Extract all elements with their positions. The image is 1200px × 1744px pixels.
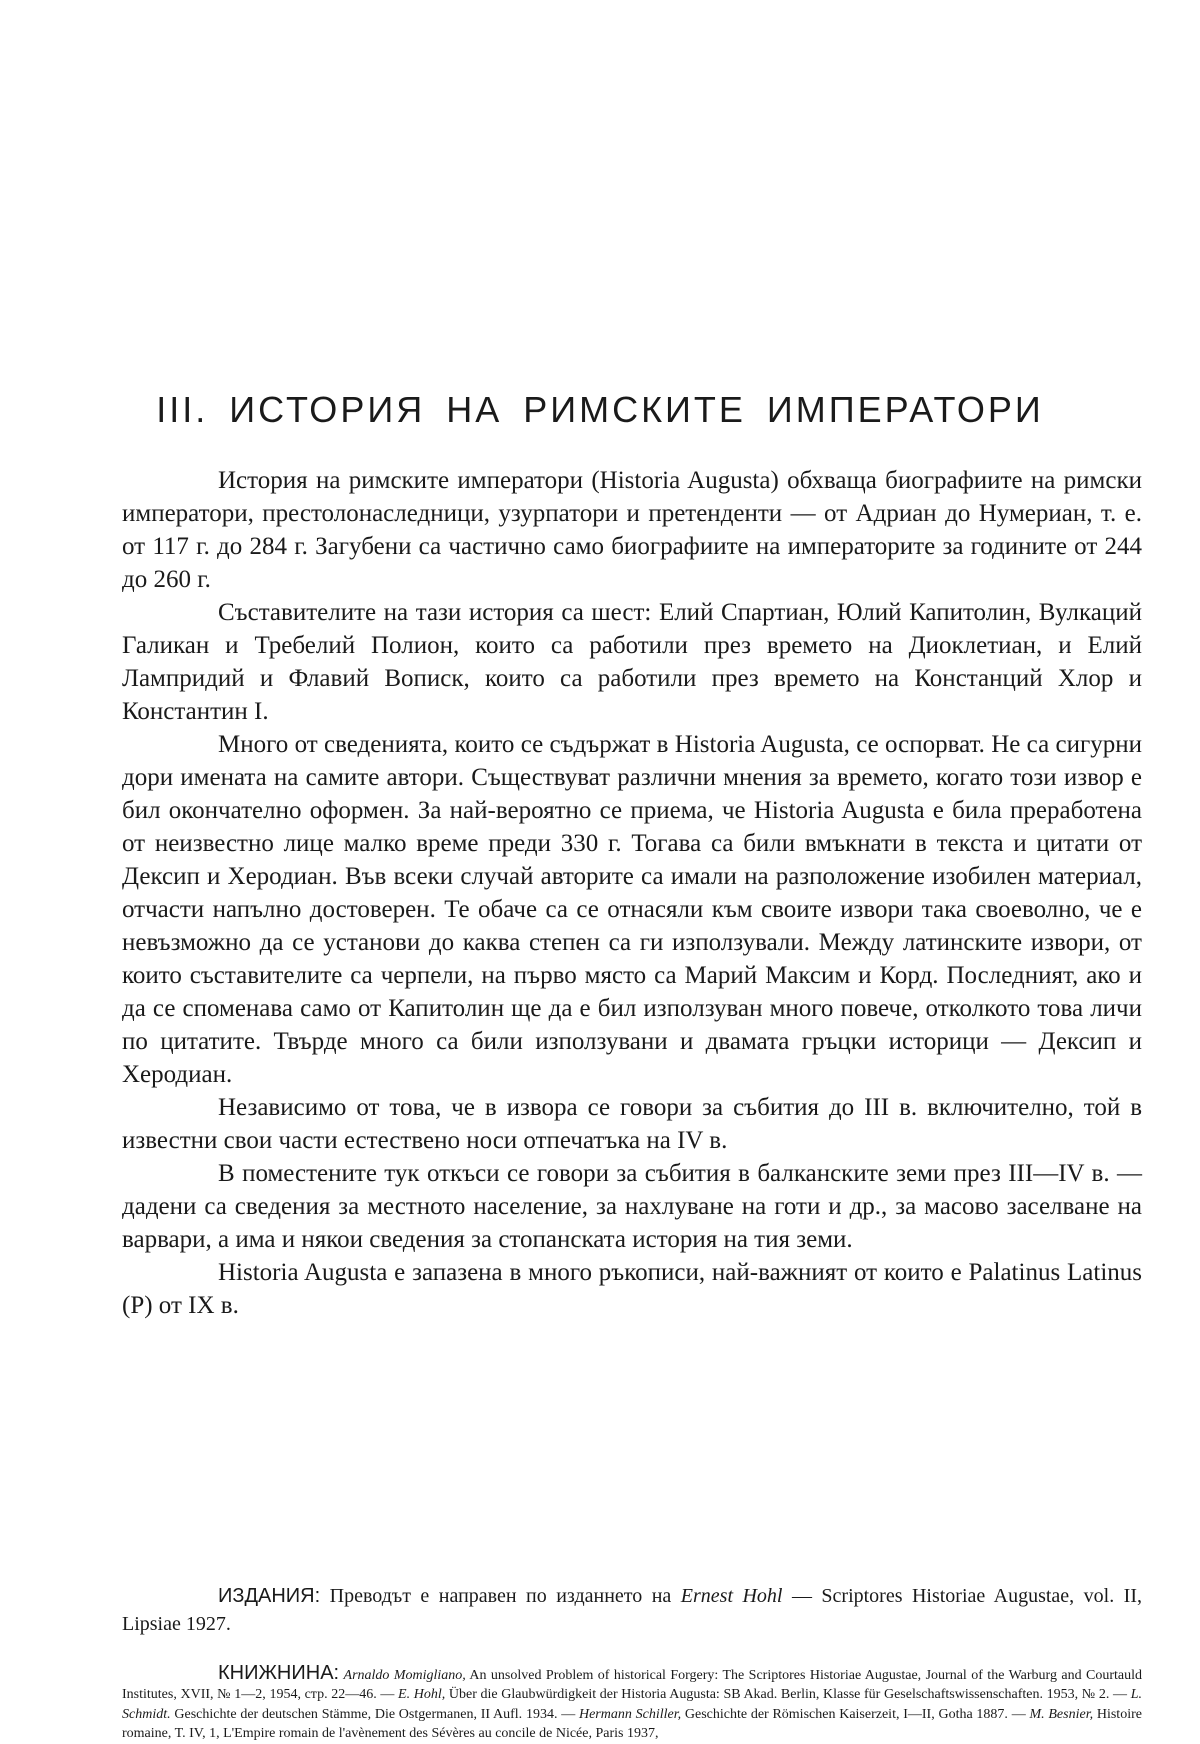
paragraph-5: В поместените тук откъси се говори за събития в балканските земи през III—IV в. — дадени са сведения за местното население, за нахлуване на готи и др., за масово заселване на варвари, а има и някои сведения за стопанската история на тия земи. (122, 1160, 1142, 1253)
literature-title-1: An unsolved Problem of historical Forgery: The Scriptores Historiae Augustae, Journal of the Warburg and Courtauld Institutes, XVII, № 1—2, 1954, стр. 22—46. — (122, 1668, 1142, 1703)
literature-author-1: Arnaldo Momigliano, (343, 1668, 466, 1683)
literature-title-3: Geschichte der deutschen Stämme, Die Ostgermanen, II Aufl. 1934. — (170, 1706, 579, 1722)
paragraph-1: История на римските императори (Historia Augusta) обхваща биографиите на римски императори, престолонаследници, узурпатори и претенденти — от Адриан до Нумериан, т. е. от 117 г. до 284 г. Загубени са частично само биографиите на императорите за годините от 244 до 260 г. (122, 467, 1142, 593)
editions-text-a: Преводът е направен по изданнето на (320, 1585, 681, 1607)
editions-label: ИЗДАНИЯ: (218, 1585, 321, 1607)
paragraph-2: Съставителите на тази история са шест: Елий Спартиан, Юлий Капитолин, Вулкаций Галикан и Требелий Полион, които са работили през времето на Диоклетиан, и Елий Лампридий и Флавий Вописк, които са работили през времето на Констанций Хлор и Константин I. (122, 599, 1142, 725)
literature-title-5: Histoire romaine, T. IV, 1, L'Empire romain de l'avènement des Sévères au concile de Nicée, Paris 1937, (122, 1706, 1142, 1742)
literature-author-2: E. Hohl, (398, 1687, 446, 1703)
paragraph-3: Много от сведенията, които се съдържат в Historia Augusta, се оспорват. Не са сигурни дори имената на самите автори. Съществуват различни мнения за времето, когато този извор е бил окончателно оформен. За най-вероятно се приема, че Historia Augusta е била преработена от неизвестно лице малко време преди 330 г. Тогава са били вмъкнати в текста и цитати от Дексип и Херодиан. Във всеки случай авторите са имали на разположение изобилен материал, отчасти напълно достоверен. Те обаче са се отнасяли към своите извори така своеволно, че е невъзможно да се установи до каква степен са ги използували. Между латинските извори, от които съставителите са черпели, на първо място са Марий Максим и Корд. Последният, ако и да се споменава само от Капитолин ще да е бил използуван много повече, отколкото това личи по цитатите. Твърде много са били използувани и двамата гръцки историци — Дексип и Херодиан. (122, 731, 1142, 1088)
literature-title-2: Über die Glaubwürdigkeit der Historia Augusta: SB Akad. Berlin, Klasse für Geselschaftswissenschaften. 1953, № 2. — (445, 1687, 1131, 1703)
paragraph-6: Historia Augusta е запазена в много ръкописи, най-важният от които е Palatinus Latinus (P) от IX в. (122, 1259, 1142, 1319)
paragraph-4: Независимо от това, че в извора се говори за събития до III в. включително, той в известни свои части естествено носи отпечатъка на IV в. (122, 1094, 1142, 1154)
literature-label: КНИЖНИНА: (218, 1662, 340, 1684)
literature-author-4: Hermann Schiller, (578, 1706, 682, 1722)
editions-note (122, 1582, 1142, 1638)
literature-note (122, 1664, 1142, 1744)
literature-title-4: Geschichte der Römischen Kaiserzeit, I—II, Gotha 1887. — (681, 1706, 1030, 1722)
body-text (122, 464, 1142, 1322)
editions-text-b: — Scriptores Historiae Augustae, vol. II, Lipsiae 1927. (122, 1585, 1142, 1635)
editions-author: Ernest Hohl (680, 1585, 783, 1607)
editions-text (122, 1582, 1142, 1638)
literature-text (122, 1664, 1142, 1744)
literature-author-3: L. Schmidt. (122, 1687, 1142, 1722)
literature-author-5: M. Besnier, (1029, 1706, 1094, 1722)
page-title: III. ИСТОРИЯ НА РИМСКИТЕ ИМПЕРАТОРИ (156, 389, 1044, 430)
